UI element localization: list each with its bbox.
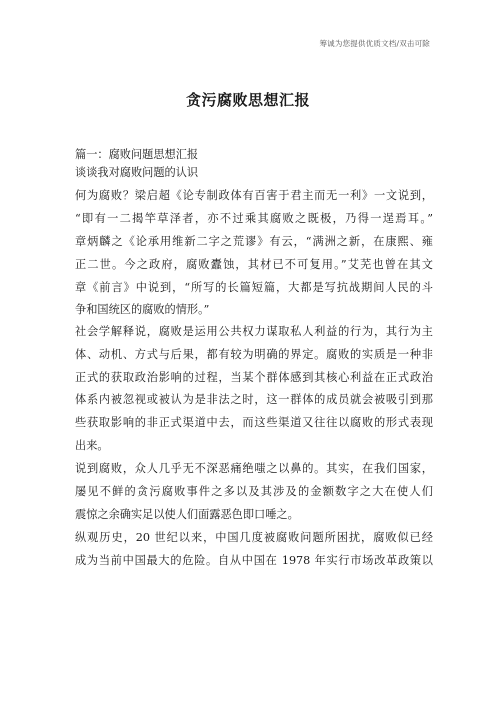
header-note: 筹诚为您提供优质文档/双击可除	[319, 39, 430, 48]
paragraph-line: 体系内被忽视或被认为是非法之时，这一群体的成员就会被吸引到那	[75, 393, 433, 406]
subheading: 谈谈我对腐败问题的认识	[75, 166, 199, 179]
paragraph-line: 体、动机、方式与后果，都有较为明确的界定。腐败的实质是一种非	[75, 348, 433, 361]
paragraph-line: 正二世。今之政府，腐败蠹蚀，其材已不可复用。”艾芜也曾在其文	[75, 258, 433, 271]
document-title: 贪污腐败思想汇报	[185, 91, 310, 109]
paragraph-line: 社会学解释说，腐败是运用公共权力谋取私人利益的行为，其行为主	[75, 325, 433, 338]
paragraph-line: 章炳麟之《论承用维新二字之荒谬》有云，“满洲之新，在康熙、雍	[75, 235, 433, 248]
paragraph-line: 些获取影响的非正式渠道中去，而这些渠道又往往以腐败的形式表现	[75, 416, 433, 429]
paragraph-line: 屡见不鲜的贪污腐败事件之多以及其涉及的金额数字之大在使人们	[75, 485, 433, 498]
paragraph-line: 出来。	[75, 439, 109, 452]
paragraph-line: 章《前言》中说到，“所写的长篇短篇，大都是写抗战期间人民的斗	[75, 281, 433, 294]
paragraph-line: 成为当前中国最大的危险。自从中国在 1978 年实行市场改革政策以	[75, 554, 433, 567]
paragraph-line: 争和国统区的腐败的情形。”	[75, 303, 210, 316]
paragraph-line: 说到腐败，众人几乎无不深恶痛绝嗤之以鼻的。其实，在我们国家，	[75, 462, 433, 475]
paragraph-line: “即有一二揭竿草泽者，亦不过乘其腐败之既极，乃得一逞焉耳。”	[75, 212, 433, 225]
paragraph-line: 何为腐败？梁启超《论专制政体有百害于君主而无一利》一文说到，	[75, 189, 433, 202]
paragraph-line: 纵观历史，20 世纪以来，中国几度被腐败问题所困扰，腐败似已经	[75, 531, 433, 544]
paragraph-line: 震惊之余确实足以使人们面露恶色即口唾之。	[75, 508, 299, 521]
paragraph-line: 正式的获取政治影响的过程，当某个群体感到其核心利益在正式政治	[75, 371, 433, 384]
section-heading: 篇一：腐败问题思想汇报	[75, 148, 199, 161]
